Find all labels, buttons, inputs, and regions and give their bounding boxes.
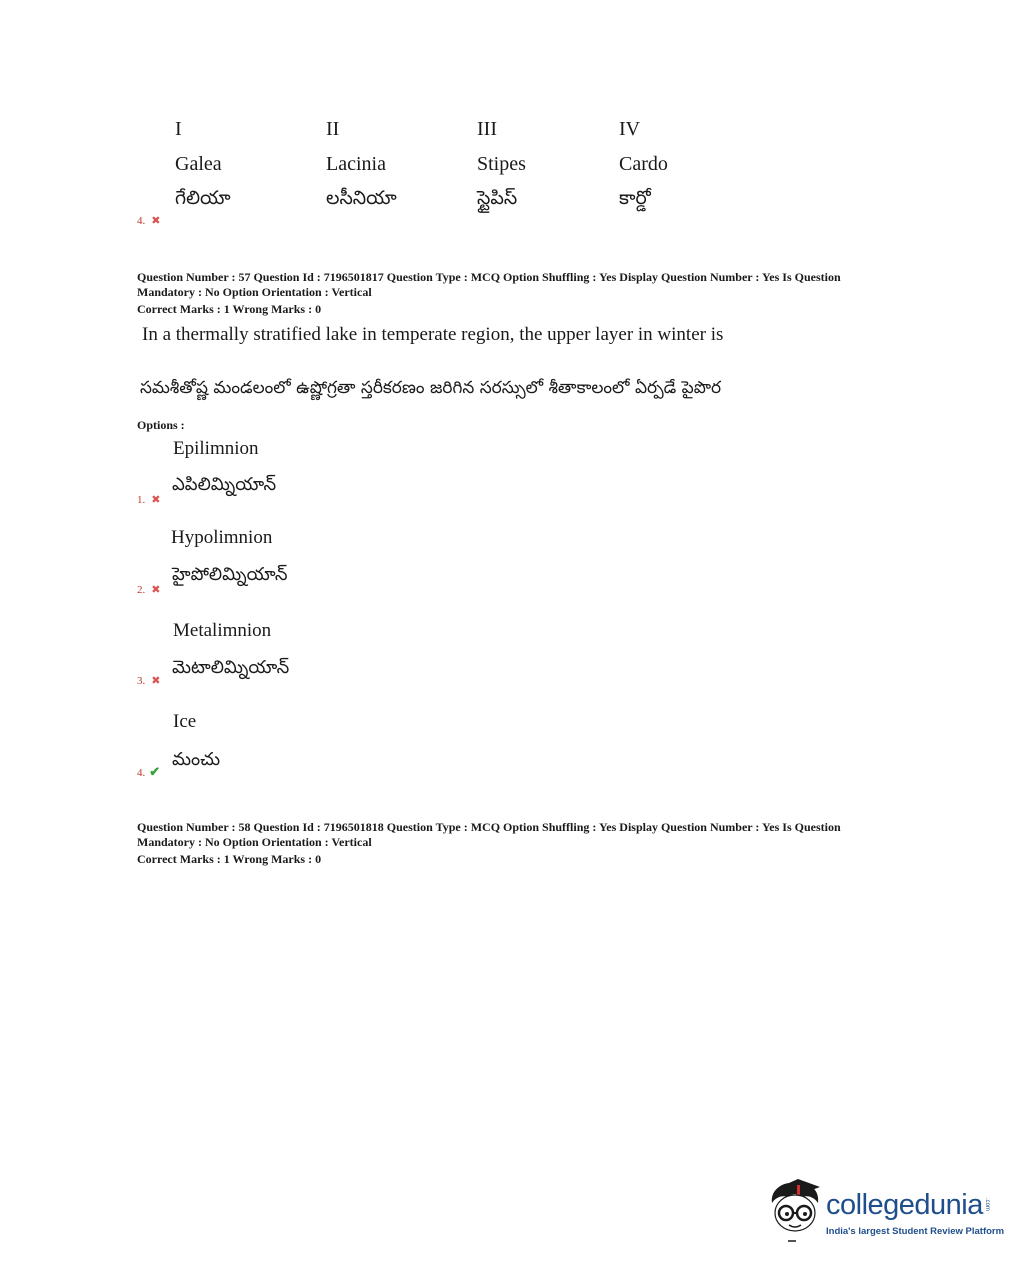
question-57-meta-line2: Mandatory : No Option Orientation : Vertical — [137, 285, 372, 299]
options-label: Options : — [137, 418, 185, 432]
column-header-2: II — [326, 118, 340, 140]
cross-icon: ✖ — [151, 215, 161, 227]
cross-icon: ✖ — [151, 494, 161, 506]
option-4-number — [137, 764, 160, 780]
option-3-telugu: మెటాలిమ్నియాన్ — [172, 657, 290, 678]
logo-wordmark: collegedunia — [826, 1189, 983, 1221]
option-4-telugu: మంచు — [172, 749, 221, 770]
cross-icon: ✖ — [151, 675, 161, 687]
collegedunia-logo — [764, 1175, 1004, 1245]
cell-english-1: Galea — [175, 153, 222, 175]
option-2-english: Hypolimnion — [171, 527, 273, 548]
option-1-number — [137, 493, 160, 506]
question-58-meta-line1: Question Number : 58 Question Id : 7196501818 Question Type : MCQ Option Shuffling : Yes Display Question Number : Yes Is Question — [137, 820, 841, 834]
option-4-english: Ice — [173, 711, 197, 732]
cell-english-4: Cardo — [619, 153, 668, 175]
question-58-meta — [137, 820, 917, 867]
mascot-icon — [764, 1175, 826, 1245]
question-57-text-english: In a thermally stratified lake in temperate region, the upper layer in winter is — [142, 324, 724, 345]
cell-telugu-4: కార్డో — [619, 187, 651, 209]
question-57-meta — [137, 270, 917, 317]
checkmark-icon: ✔ — [149, 764, 161, 779]
cross-icon: ✖ — [151, 584, 161, 596]
option-2-number — [137, 583, 160, 596]
question-58-marks: Correct Marks : 1 Wrong Marks : 0 — [137, 852, 322, 866]
option-1-label: 1. — [137, 494, 146, 506]
option-1-telugu: ఎపిలిమ్నియాన్ — [172, 474, 277, 495]
option-2-label: 2. — [137, 584, 146, 596]
option-2-telugu: హైపోలిమ్నియాన్ — [172, 564, 288, 585]
cell-telugu-2: లసీనియా — [326, 187, 397, 209]
cell-english-3: Stipes — [477, 153, 526, 175]
prev-option-number — [137, 214, 160, 227]
option-1-english: Epilimnion — [173, 438, 259, 459]
question-57-marks: Correct Marks : 1 Wrong Marks : 0 — [137, 302, 322, 316]
prev-option-label: 4. — [137, 215, 146, 227]
option-3-english: Metalimnion — [173, 620, 272, 641]
option-3-label: 3. — [137, 675, 146, 687]
option-3-number — [137, 674, 160, 687]
column-header-4: IV — [619, 118, 641, 140]
question-58-meta-line2: Mandatory : No Option Orientation : Vertical — [137, 835, 372, 849]
logo-suffix: .com — [984, 1198, 990, 1212]
cell-english-2: Lacinia — [326, 153, 386, 175]
logo-tagline: India's largest Student Review Platform — [826, 1226, 1005, 1237]
column-header-1: I — [175, 118, 182, 140]
column-header-3: III — [477, 118, 497, 140]
question-57-text-telugu: సమశీతోష్ణ మండలంలో ఉష్ణోగ్రతా స్తరీకరణం జరిగిన సరస్సులో శీతాకాలంలో ఏర్పడే పైపొర — [140, 378, 722, 398]
cell-telugu-1: గేలియా — [175, 187, 231, 209]
cell-telugu-3: స్టైపిస్ — [477, 187, 518, 209]
question-57-meta-line1: Question Number : 57 Question Id : 7196501817 Question Type : MCQ Option Shuffling : Yes Display Question Number : Yes Is Question — [137, 270, 841, 284]
option-4-label: 4. — [137, 767, 146, 779]
